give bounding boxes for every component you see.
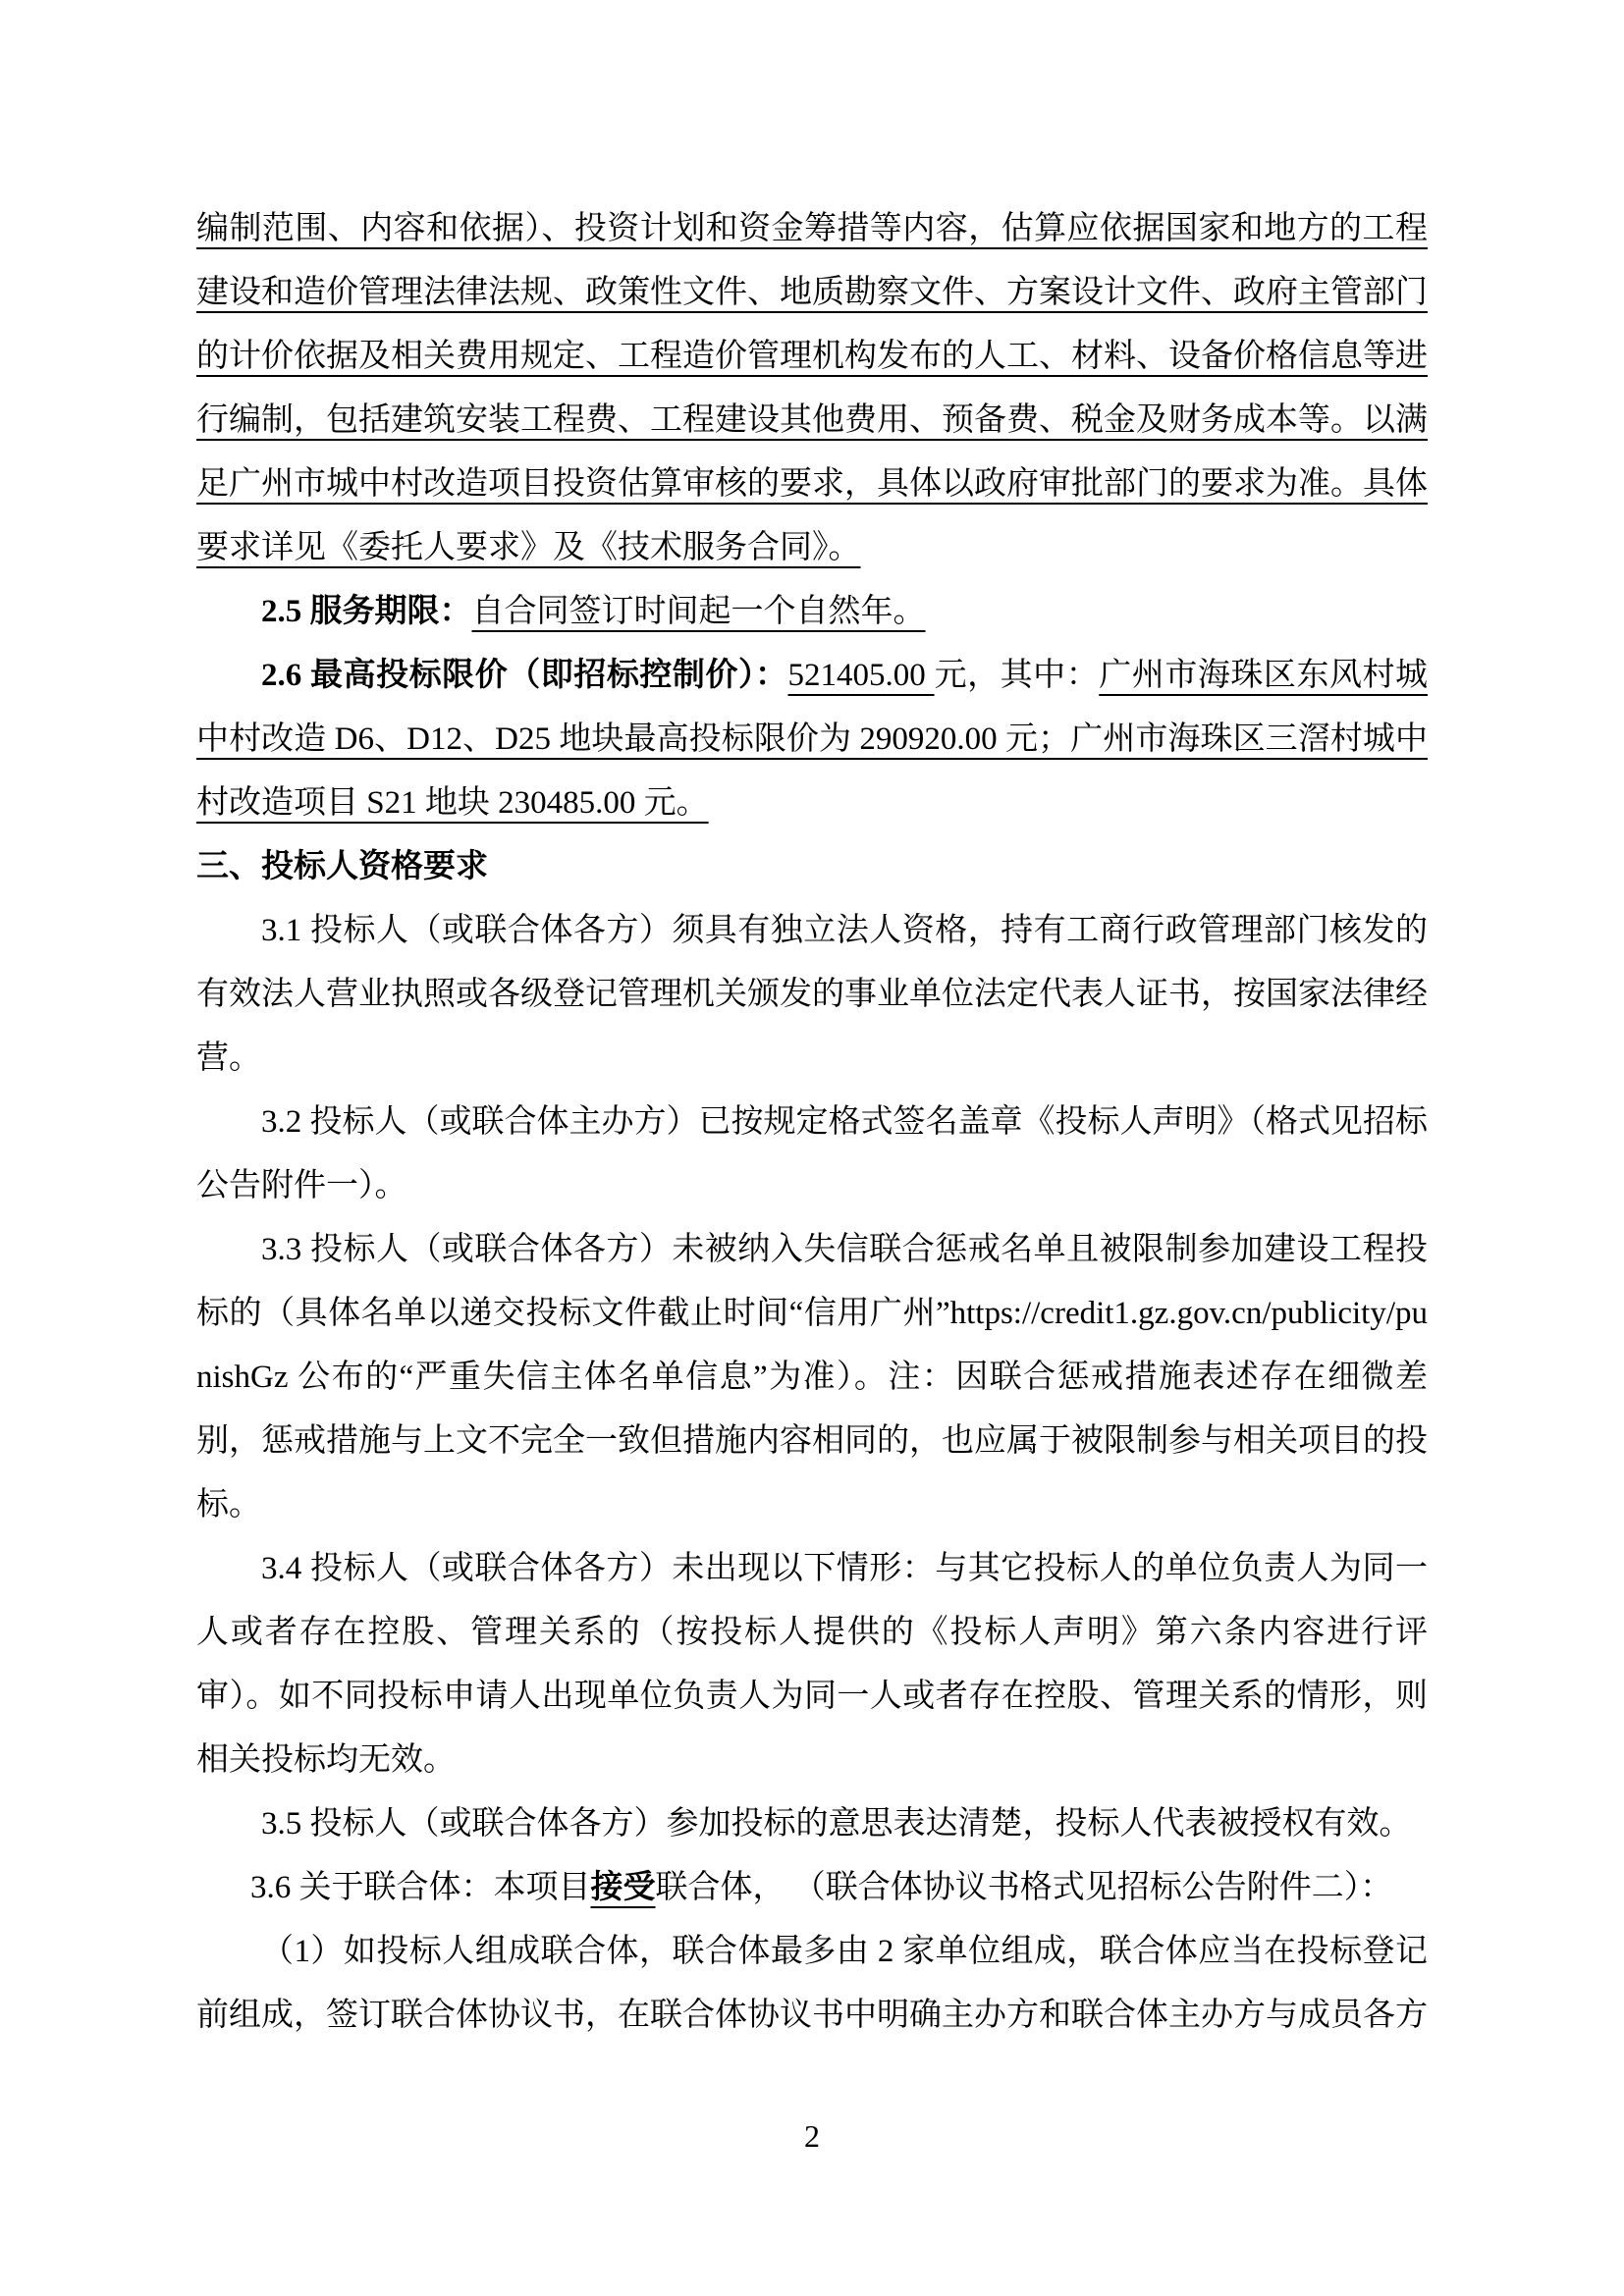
clause-2-5-label: 2.5 服务期限： xyxy=(261,594,472,629)
clause-2-6-label: 2.6 最高投标限价（即招标控制价）： xyxy=(261,658,788,693)
clause-3-5-text: 3.5 投标人（或联合体各方）参加投标的意思表达清楚，投标人代表被授权有效。 xyxy=(261,1806,1412,1842)
clause-3-3-text: 3.3 投标人（或联合体各方）未被纳入失信联合惩戒名单且被限制参加建设工程投标的（具体名单以递交投标文件截止时间“信用广州”https://credit1.gz.gov.cn/publicity/punishGz 公布的“严重失信主体名单信息”为准）。注：因联合惩戒措施表述存在细微差别，惩戒措施与上文不完全一致但措施内容相同的，也应属于被限制参与相关项目的投标。 xyxy=(196,1232,1428,1522)
section-heading-3-text: 三、投标人资格要求 xyxy=(196,849,488,884)
clause-3-1-text: 3.1 投标人（或联合体各方）须具有独立法人资格，持有工商行政管理部门核发的有效法人营业执照或各级登记管理机关颁发的事业单位法定代表人证书，按国家法律经营。 xyxy=(196,913,1428,1076)
clause-3-1 xyxy=(196,899,1428,1091)
page-number: 2 xyxy=(804,2118,820,2154)
clause-3-6-item-1 xyxy=(196,1920,1428,2048)
section-heading-3 xyxy=(196,835,1428,899)
clause-3-6-suffix: 联合体， （联合体协议书格式见招标公告附件二）： xyxy=(655,1870,1393,1905)
continuation-underlined-text: 编制范围、内容和依据）、投资计划和资金筹措等内容，估算应依据国家和地方的工程建设和造价管理法律法规、政策性文件、地质勘察文件、方案设计文件、政府主管部门的计价依据及相关费用规定、工程造价管理机构发布的人工、材料、设备价格信息等进行编制，包括建筑安装工程费、工程建设其他费用、预备费、税金及财务成本等。以满足广州市城中村改造项目投资估算审核的要求，具体以政府审批部门的要求为准。具体要求详见《委托人要求》及《技术服务合同》。 xyxy=(196,211,1428,565)
clause-2-6-mid-text: 元，其中： xyxy=(934,658,1100,693)
page-content xyxy=(196,197,1428,2048)
clause-3-6-accept-word: 接受 xyxy=(590,1870,656,1905)
paragraph-continuation xyxy=(196,197,1428,580)
clause-3-5 xyxy=(196,1792,1428,1856)
clause-3-6-prefix: 3.6 关于联合体：本项目 xyxy=(250,1870,591,1905)
clause-3-6-item-1-text: （1）如投标人组成联合体，联合体最多由 2 家单位组成，联合体应当在投标登记前组成，签订联合体协议书，在联合体协议书中明确主办方和联合体主办方与成员各方 xyxy=(196,1934,1428,2033)
clause-3-2 xyxy=(196,1091,1428,1218)
clause-3-4-text: 3.4 投标人（或联合体各方）未出现以下情形：与其它投标人的单位负责人为同一人或者存在控股、管理关系的（按投标人提供的《投标人声明》第六条内容进行评审）。如不同投标申请人出现单位负责人为同一人或者存在控股、管理关系的情形，则相关投标均无效。 xyxy=(196,1551,1428,1778)
clause-2-6-detail: 广州市海珠区东风村城中村改造 D6、D12、D25 地块最高投标限价为 290920.00 元；广州市海珠区三滘村城中村改造项目 S21 地块 230485.00 元。 xyxy=(196,658,1429,821)
clause-2-6 xyxy=(196,644,1428,835)
clause-3-3 xyxy=(196,1218,1428,1537)
clause-3-4 xyxy=(196,1537,1428,1792)
clause-3-2-text: 3.2 投标人（或联合体主办方）已按规定格式签名盖章《投标人声明》（格式见招标公告附件一）。 xyxy=(196,1104,1428,1203)
clause-2-6-amount: 521405.00 xyxy=(787,658,935,693)
clause-2-5 xyxy=(196,580,1428,644)
page-footer xyxy=(0,2116,1624,2156)
clause-2-5-value: 自合同签订时间起一个自然年。 xyxy=(471,594,926,629)
clause-3-6 xyxy=(196,1856,1428,1920)
